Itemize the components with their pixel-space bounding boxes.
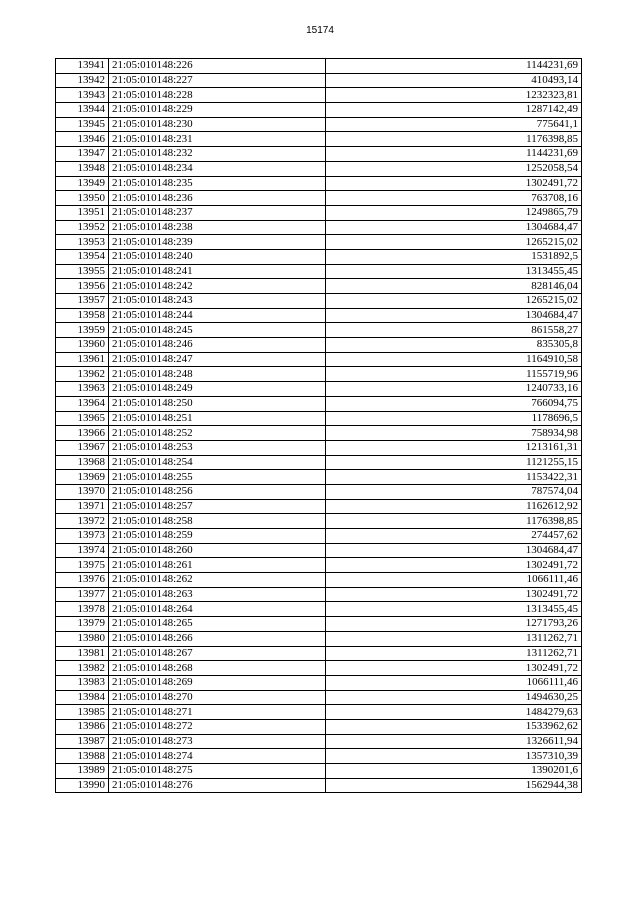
row-number-cell: 13950 [56,191,109,206]
table-row [56,103,582,118]
cadastral-value-cell: 861558,27 [326,323,582,338]
cadastral-value-cell: 1311262,71 [326,631,582,646]
cadastral-value-cell: 1176398,85 [326,132,582,147]
row-number-cell: 13987 [56,734,109,749]
cadastral-value-cell: 763708,16 [326,191,582,206]
cadastral-number-cell: 21:05:010148:263 [109,587,326,602]
table-row [56,132,582,147]
row-number-cell: 13968 [56,455,109,470]
cadastral-number-cell: 21:05:010148:266 [109,631,326,646]
cadastral-value-cell: 1304684,47 [326,543,582,558]
row-number-cell: 13951 [56,205,109,220]
row-number-cell: 13984 [56,690,109,705]
cadastral-value-cell: 1249865,79 [326,205,582,220]
cadastral-number-cell: 21:05:010148:272 [109,719,326,734]
cadastral-number-cell: 21:05:010148:264 [109,602,326,617]
row-number-cell: 13965 [56,411,109,426]
row-number-cell: 13982 [56,661,109,676]
cadastral-number-cell: 21:05:010148:237 [109,205,326,220]
cadastral-number-cell: 21:05:010148:232 [109,147,326,162]
row-number-cell: 13963 [56,382,109,397]
table-row [56,323,582,338]
cadastral-value-cell: 1153422,31 [326,470,582,485]
row-number-cell: 13945 [56,117,109,132]
row-number-cell: 13989 [56,764,109,779]
cadastral-value-cell: 1265215,02 [326,294,582,309]
row-number-cell: 13974 [56,543,109,558]
cadastral-number-cell: 21:05:010148:226 [109,59,326,74]
row-number-cell: 13986 [56,719,109,734]
row-number-cell: 13969 [56,470,109,485]
table-row [56,382,582,397]
cadastral-value-cell: 1271793,26 [326,617,582,632]
cadastral-value-cell: 1531892,5 [326,249,582,264]
table-row [56,235,582,250]
cadastral-number-cell: 21:05:010148:238 [109,220,326,235]
table-row [56,220,582,235]
row-number-cell: 13964 [56,396,109,411]
cadastral-value-cell: 1533962,62 [326,719,582,734]
table-row [56,484,582,499]
cadastral-value-cell: 775641,1 [326,117,582,132]
row-number-cell: 13970 [56,484,109,499]
cadastral-number-cell: 21:05:010148:252 [109,426,326,441]
table-row [56,367,582,382]
table-row [56,176,582,191]
cadastral-number-cell: 21:05:010148:260 [109,543,326,558]
row-number-cell: 13966 [56,426,109,441]
cadastral-number-cell: 21:05:010148:267 [109,646,326,661]
cadastral-number-cell: 21:05:010148:270 [109,690,326,705]
cadastral-number-cell: 21:05:010148:254 [109,455,326,470]
row-number-cell: 13973 [56,529,109,544]
table-row [56,631,582,646]
row-number-cell: 13971 [56,499,109,514]
cadastral-value-cell: 1313455,45 [326,602,582,617]
cadastral-value-cell: 1326611,94 [326,734,582,749]
cadastral-number-cell: 21:05:010148:268 [109,661,326,676]
table-row [56,734,582,749]
cadastral-number-cell: 21:05:010148:242 [109,279,326,294]
table-row [56,249,582,264]
table-row [56,88,582,103]
cadastral-number-cell: 21:05:010148:230 [109,117,326,132]
cadastral-number-cell: 21:05:010148:271 [109,705,326,720]
cadastral-number-cell: 21:05:010148:250 [109,396,326,411]
table-row [56,59,582,74]
cadastral-value-cell: 1144231,69 [326,147,582,162]
table-row [56,719,582,734]
table-row [56,73,582,88]
table-row [56,764,582,779]
cadastral-number-cell: 21:05:010148:239 [109,235,326,250]
table-row [56,749,582,764]
cadastral-number-cell: 21:05:010148:246 [109,338,326,353]
cadastral-value-cell: 1304684,47 [326,308,582,323]
cadastral-number-cell: 21:05:010148:229 [109,103,326,118]
cadastral-value-cell: 1302491,72 [326,176,582,191]
row-number-cell: 13972 [56,514,109,529]
cadastral-value-cell: 1304684,47 [326,220,582,235]
table-row [56,602,582,617]
cadastral-number-cell: 21:05:010148:241 [109,264,326,279]
cadastral-number-cell: 21:05:010148:261 [109,558,326,573]
cadastral-number-cell: 21:05:010148:234 [109,161,326,176]
cadastral-number-cell: 21:05:010148:240 [109,249,326,264]
cadastral-value-cell: 1287142,49 [326,103,582,118]
table-row [56,514,582,529]
cadastral-value-cell: 828146,04 [326,279,582,294]
cadastral-number-cell: 21:05:010148:235 [109,176,326,191]
table-row [56,294,582,309]
cadastral-value-cell: 1311262,71 [326,646,582,661]
row-number-cell: 13981 [56,646,109,661]
table-row [56,205,582,220]
table-row [56,338,582,353]
cadastral-value-cell: 1162612,92 [326,499,582,514]
cadastral-number-cell: 21:05:010148:247 [109,352,326,367]
table-row [56,411,582,426]
row-number-cell: 13959 [56,323,109,338]
cadastral-number-cell: 21:05:010148:276 [109,778,326,793]
cadastral-number-cell: 21:05:010148:274 [109,749,326,764]
row-number-cell: 13958 [56,308,109,323]
cadastral-value-cell: 1562944,38 [326,778,582,793]
cadastral-value-cell: 766094,75 [326,396,582,411]
row-number-cell: 13979 [56,617,109,632]
cadastral-value-cell: 1144231,69 [326,59,582,74]
page-number: 15174 [306,25,334,36]
cadastral-value-cell: 1252058,54 [326,161,582,176]
table-row [56,426,582,441]
table-row [56,499,582,514]
row-number-cell: 13941 [56,59,109,74]
row-number-cell: 13960 [56,338,109,353]
row-number-cell: 13990 [56,778,109,793]
cadastral-value-cell: 835305,8 [326,338,582,353]
cadastral-value-cell: 1121255,15 [326,455,582,470]
row-number-cell: 13949 [56,176,109,191]
row-number-cell: 13962 [56,367,109,382]
cadastral-number-cell: 21:05:010148:244 [109,308,326,323]
cadastral-number-cell: 21:05:010148:227 [109,73,326,88]
table-row [56,161,582,176]
row-number-cell: 13953 [56,235,109,250]
cadastral-value-cell: 1302491,72 [326,587,582,602]
table-row [56,675,582,690]
table-row [56,308,582,323]
table-row [56,543,582,558]
row-number-cell: 13948 [56,161,109,176]
table-row [56,352,582,367]
cadastral-value-cell: 1176398,85 [326,514,582,529]
row-number-cell: 13946 [56,132,109,147]
cadastral-value-cell: 410493,14 [326,73,582,88]
cadastral-number-cell: 21:05:010148:273 [109,734,326,749]
cadastral-value-cell: 1213161,31 [326,440,582,455]
table-row [56,529,582,544]
table-row [56,690,582,705]
row-number-cell: 13967 [56,440,109,455]
cadastral-value-cell: 274457,62 [326,529,582,544]
cadastral-number-cell: 21:05:010148:228 [109,88,326,103]
table-row [56,440,582,455]
cadastral-number-cell: 21:05:010148:262 [109,573,326,588]
row-number-cell: 13954 [56,249,109,264]
table-row [56,455,582,470]
cadastral-number-cell: 21:05:010148:236 [109,191,326,206]
cadastral-number-cell: 21:05:010148:251 [109,411,326,426]
cadastral-value-cell: 787574,04 [326,484,582,499]
cadastral-number-cell: 21:05:010148:257 [109,499,326,514]
cadastral-number-cell: 21:05:010148:231 [109,132,326,147]
cadastral-value-cell: 1178696,5 [326,411,582,426]
table-row [56,117,582,132]
cadastral-value-cell: 1357310,39 [326,749,582,764]
table-row [56,705,582,720]
row-number-cell: 13947 [56,147,109,162]
cadastral-value-cell: 1484279,63 [326,705,582,720]
row-number-cell: 13943 [56,88,109,103]
row-number-cell: 13975 [56,558,109,573]
row-number-cell: 13980 [56,631,109,646]
cadastral-number-cell: 21:05:010148:253 [109,440,326,455]
cadastral-number-cell: 21:05:010148:249 [109,382,326,397]
row-number-cell: 13977 [56,587,109,602]
table-row [56,279,582,294]
cadastral-value-cell: 1155719,96 [326,367,582,382]
cadastral-value-cell: 1302491,72 [326,558,582,573]
table-row [56,573,582,588]
row-number-cell: 13942 [56,73,109,88]
row-number-cell: 13952 [56,220,109,235]
row-number-cell: 13983 [56,675,109,690]
row-number-cell: 13955 [56,264,109,279]
table-body [56,59,582,793]
table-row [56,778,582,793]
cadastral-value-cell: 1066111,46 [326,675,582,690]
table-row [56,264,582,279]
cadastral-value-cell: 1240733,16 [326,382,582,397]
cadastral-value-cell: 1494630,25 [326,690,582,705]
row-number-cell: 13961 [56,352,109,367]
row-number-cell: 13978 [56,602,109,617]
row-number-cell: 13944 [56,103,109,118]
cadastral-value-cell: 1066111,46 [326,573,582,588]
table-row [56,558,582,573]
cadastral-number-cell: 21:05:010148:269 [109,675,326,690]
table-row [56,147,582,162]
cadastral-value-cell: 1390201,6 [326,764,582,779]
cadastral-value-cell: 1232323,81 [326,88,582,103]
cadastral-number-cell: 21:05:010148:245 [109,323,326,338]
row-number-cell: 13976 [56,573,109,588]
cadastral-number-cell: 21:05:010148:256 [109,484,326,499]
row-number-cell: 13985 [56,705,109,720]
cadastral-number-cell: 21:05:010148:265 [109,617,326,632]
cadastral-number-cell: 21:05:010148:258 [109,514,326,529]
cadastral-value-cell: 1302491,72 [326,661,582,676]
cadastral-value-table [55,58,582,793]
table-row [56,661,582,676]
cadastral-number-cell: 21:05:010148:255 [109,470,326,485]
table-row [56,646,582,661]
cadastral-value-cell: 758934,98 [326,426,582,441]
table-row [56,587,582,602]
cadastral-number-cell: 21:05:010148:275 [109,764,326,779]
cadastral-number-cell: 21:05:010148:243 [109,294,326,309]
cadastral-number-cell: 21:05:010148:259 [109,529,326,544]
table-row [56,396,582,411]
row-number-cell: 13988 [56,749,109,764]
table-row [56,470,582,485]
cadastral-number-cell: 21:05:010148:248 [109,367,326,382]
table-row [56,191,582,206]
row-number-cell: 13957 [56,294,109,309]
table-row [56,617,582,632]
cadastral-value-cell: 1164910,58 [326,352,582,367]
row-number-cell: 13956 [56,279,109,294]
cadastral-value-cell: 1265215,02 [326,235,582,250]
cadastral-value-cell: 1313455,45 [326,264,582,279]
